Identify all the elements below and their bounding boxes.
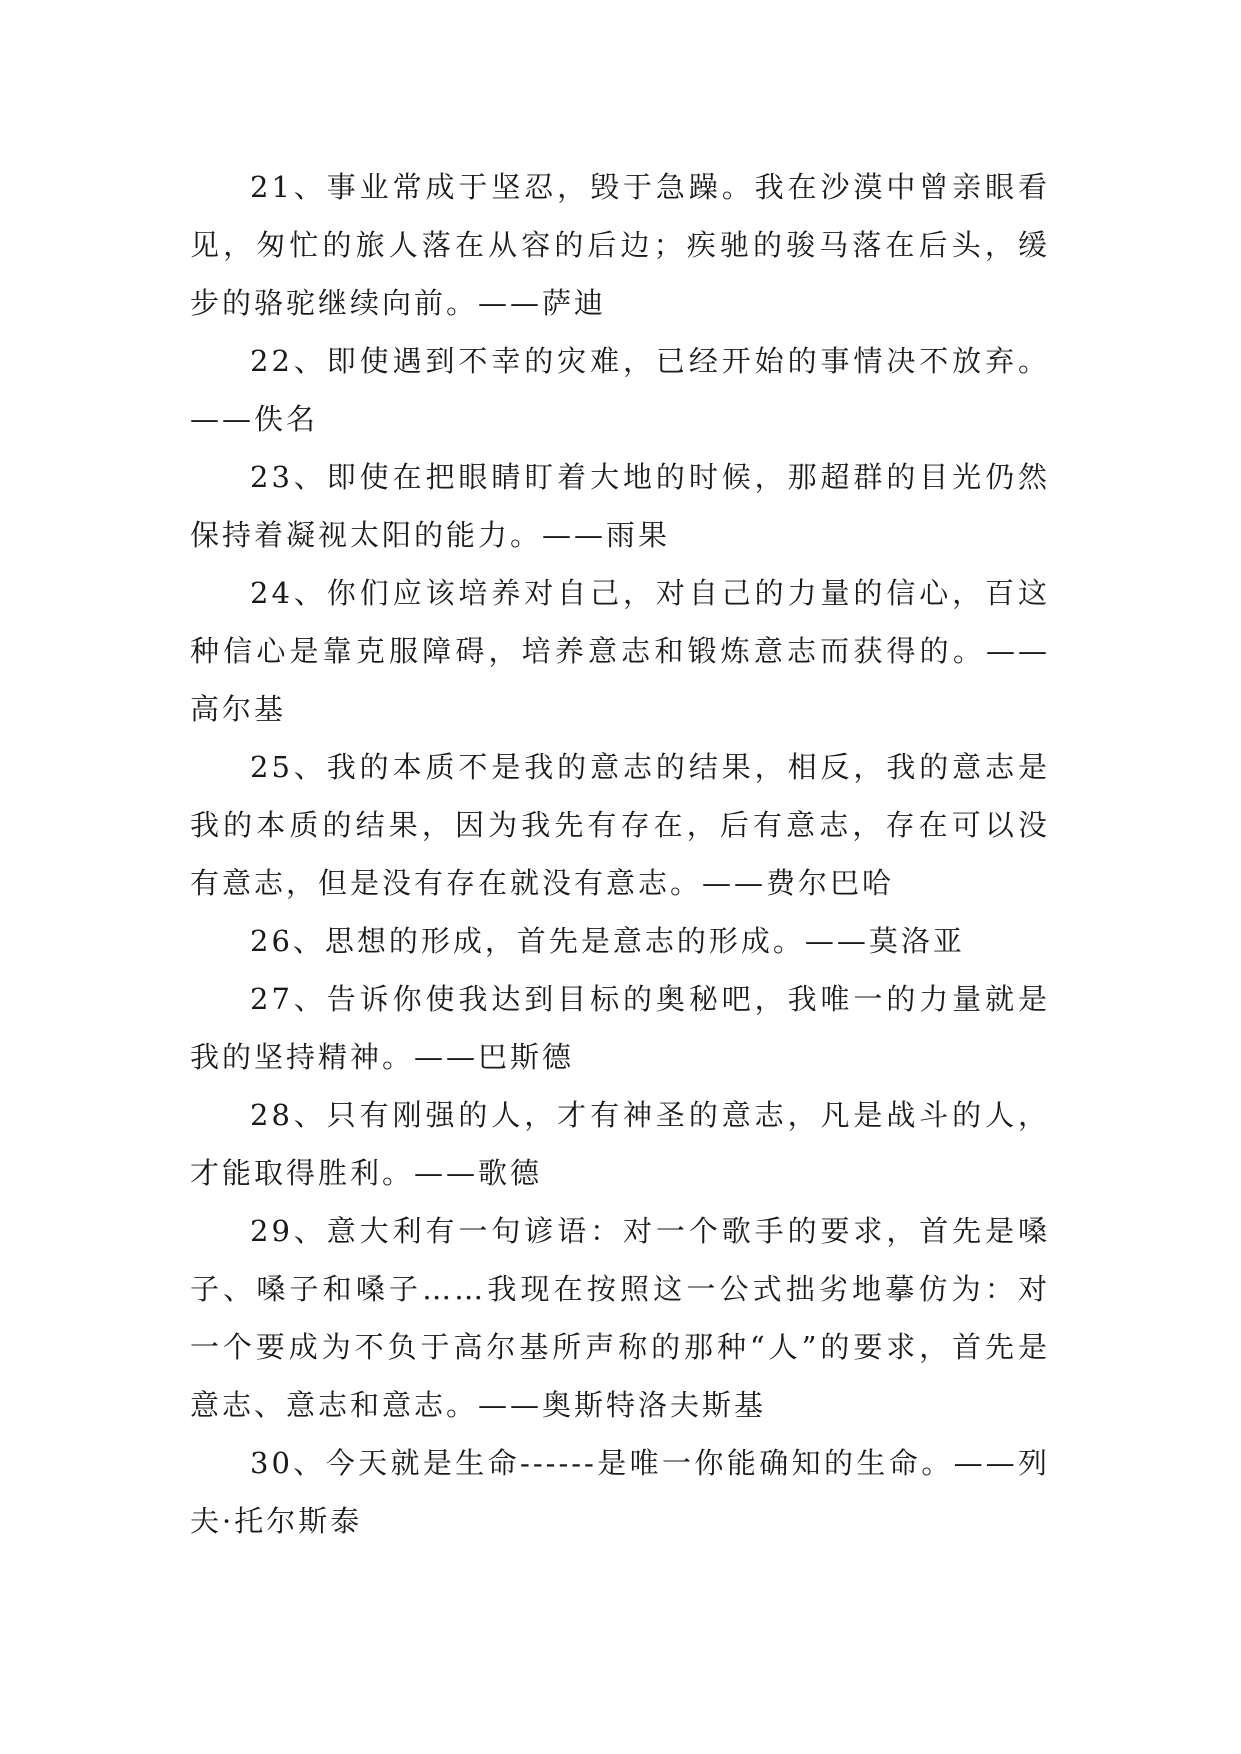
quote-paragraph-30: 30、今天就是生命------是唯一你能确知的生命。——列夫·托尔斯泰 [190,1446,1050,1538]
quote-paragraph-29: 29、意大利有一句谚语：对一个歌手的要求，首先是嗓子、嗓子和嗓子……我现在按照这一公式拙劣地摹仿为：对一个要成为不负于高尔基所声称的那种“人”的要求，首先是意志、意志和意志。——奥斯特洛夫斯基 [190,1214,1050,1422]
quote-paragraph-23: 23、即使在把眼睛盯着大地的时候，那超群的目光仍然保持着凝视太阳的能力。——雨果 [190,460,1050,552]
quote-paragraph-21: 21、事业常成于坚忍，毁于急躁。我在沙漠中曾亲眼看见，匆忙的旅人落在从容的后边；疾驰的骏马落在后头，缓步的骆驼继续向前。——萨迪 [190,170,1050,320]
quote-paragraph-27: 27、告诉你使我达到目标的奥秘吧，我唯一的力量就是我的坚持精神。——巴斯德 [190,982,1050,1074]
quote-paragraph-26: 26、思想的形成，首先是意志的形成。——莫洛亚 [250,924,965,958]
quote-paragraph-22: 22、即使遇到不幸的灾难，已经开始的事情决不放弃。——佚名 [190,344,1050,436]
quote-paragraph-24: 24、你们应该培养对自己，对自己的力量的信心，百这种信心是靠克服障碍，培养意志和锻炼意志而获得的。——高尔基 [190,576,1050,726]
quote-paragraph-28: 28、只有刚强的人，才有神圣的意志，凡是战斗的人，才能取得胜利。——歌德 [190,1098,1050,1190]
quote-list [190,158,1050,1550]
quote-paragraph-25: 25、我的本质不是我的意志的结果，相反，我的意志是我的本质的结果，因为我先有存在，后有意志，存在可以没有意志，但是没有存在就没有意志。——费尔巴哈 [190,750,1050,900]
